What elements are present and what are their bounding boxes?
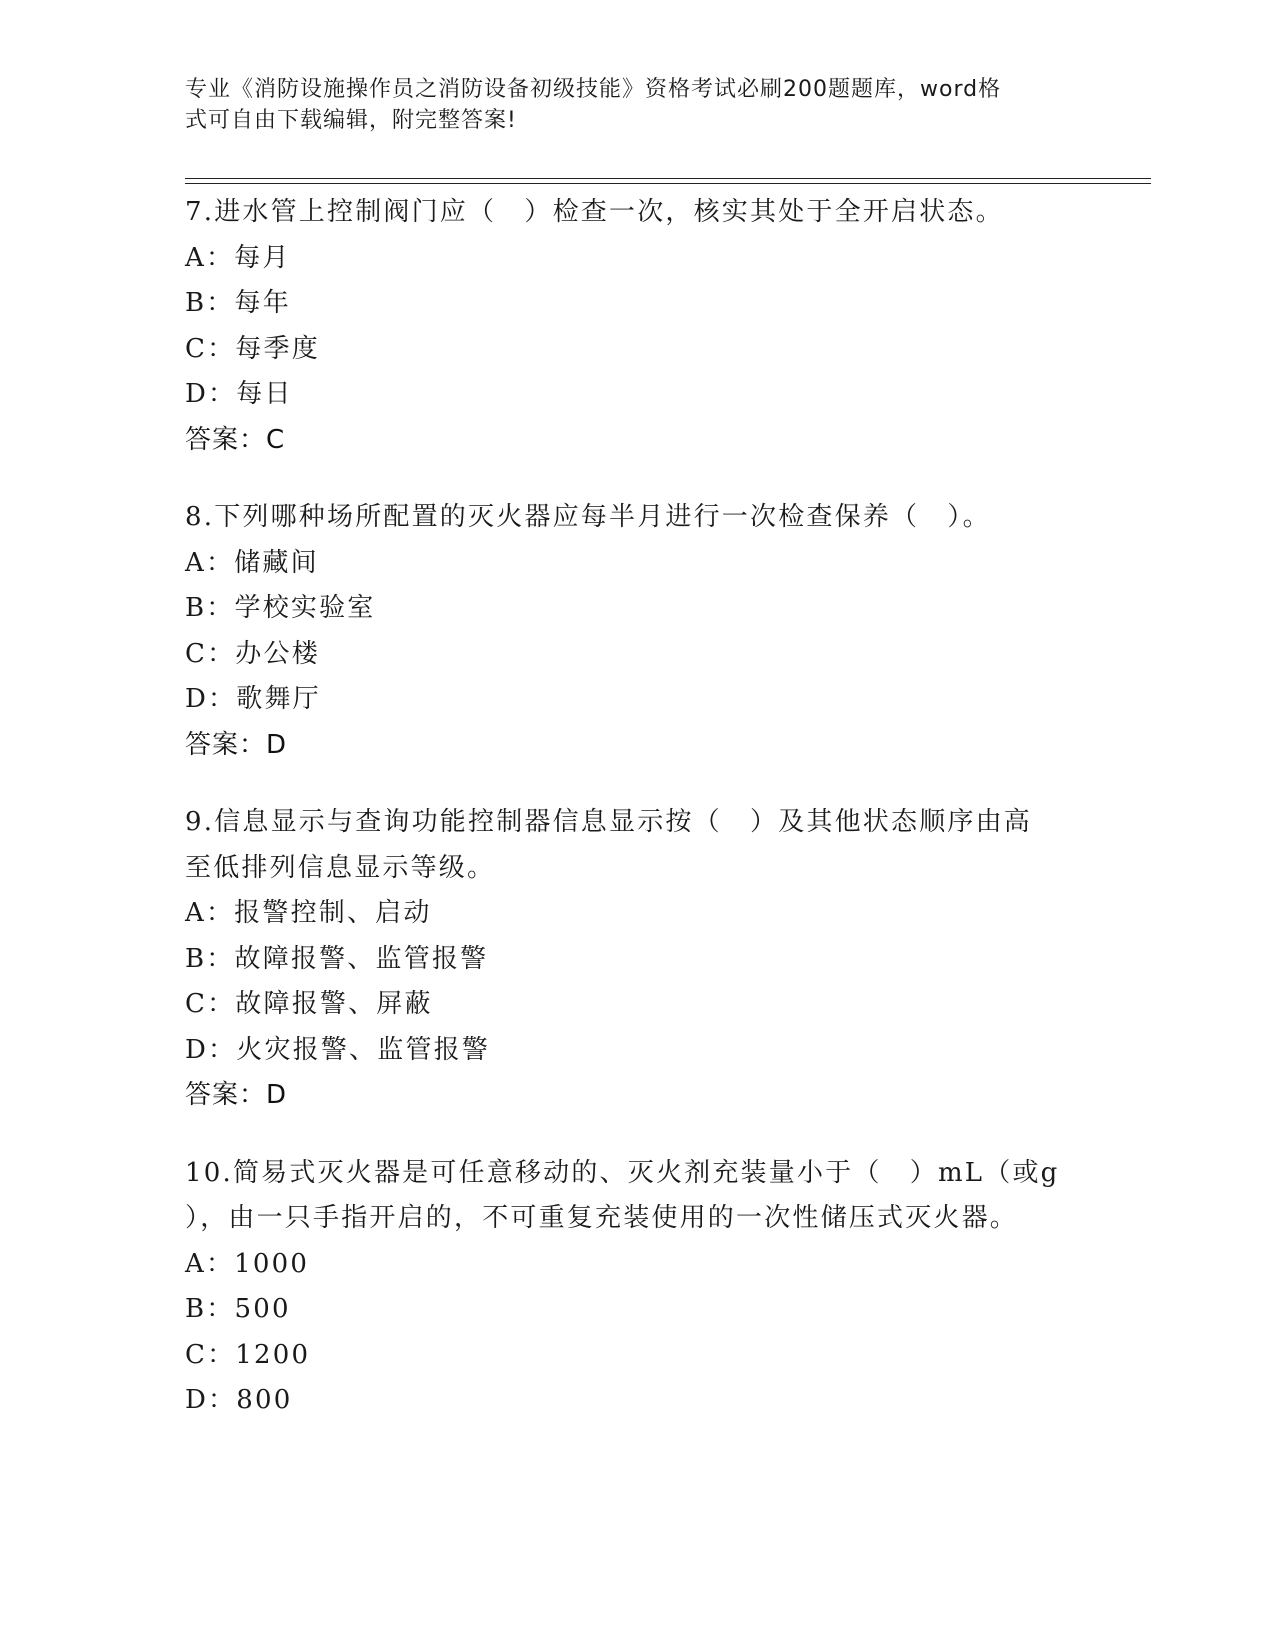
option-d: D：火灾报警、监管报警 (185, 1034, 491, 1065)
question-list (185, 190, 1085, 1456)
question-8 (185, 495, 1085, 768)
header-divider-bottom (185, 183, 1151, 184)
question-stem: 7.进水管上控制阀门应（ ）检查一次，核实其处于全开启状态。 (185, 197, 1004, 227)
question-stem: 8.下列哪种场所配置的灭火器应每半月进行一次检查保养（ ）。 (185, 502, 991, 532)
header-line-1: 专业《消防设施操作员之消防设备初级技能》资格考试必刷200题题库，word格 (185, 77, 1002, 102)
question-10 (185, 1151, 1085, 1424)
option-d: D：歌舞厅 (185, 684, 321, 714)
question-stem-line-2: ），由一只手指开启的，不可重复充装使用的一次性储压式灭火器。 (185, 1203, 1019, 1233)
option-c: C：故障报警、屏蔽 (185, 989, 433, 1019)
option-b: B：每年 (185, 288, 291, 318)
answer-label: 答案：D (185, 1080, 288, 1110)
option-c: C：每季度 (185, 333, 320, 364)
option-c: C：1200 (185, 1339, 311, 1370)
option-b: B：学校实验室 (185, 593, 376, 623)
option-a: A：储藏间 (185, 547, 319, 578)
option-d: D：800 (185, 1385, 293, 1415)
question-9 (185, 800, 1085, 1119)
option-d: D：每日 (185, 379, 293, 409)
question-stem-line-1: 10.简易式灭火器是可任意移动的、灭火剂充装量小于（ ）mL（或g (185, 1157, 1060, 1188)
document-header (185, 74, 1065, 136)
answer-label: 答案：C (185, 424, 286, 455)
option-b: B：500 (185, 1294, 291, 1324)
header-divider-top (185, 178, 1151, 179)
option-a: A：报警控制、启动 (185, 898, 432, 928)
answer-label: 答案：D (185, 729, 288, 760)
header-line-2: 式可自由下载编辑，附完整答案! (185, 108, 517, 133)
option-a: A：每月 (185, 242, 291, 273)
option-c: C：办公楼 (185, 638, 320, 669)
option-b: B：故障报警、监管报警 (185, 943, 489, 974)
question-stem-line-1: 9.信息显示与查询功能控制器信息显示按（ ）及其他状态顺序由高 (185, 807, 1033, 837)
question-7 (185, 190, 1085, 463)
option-a: A：1000 (185, 1248, 310, 1279)
question-stem-line-2: 至低排列信息显示等级。 (185, 852, 496, 883)
